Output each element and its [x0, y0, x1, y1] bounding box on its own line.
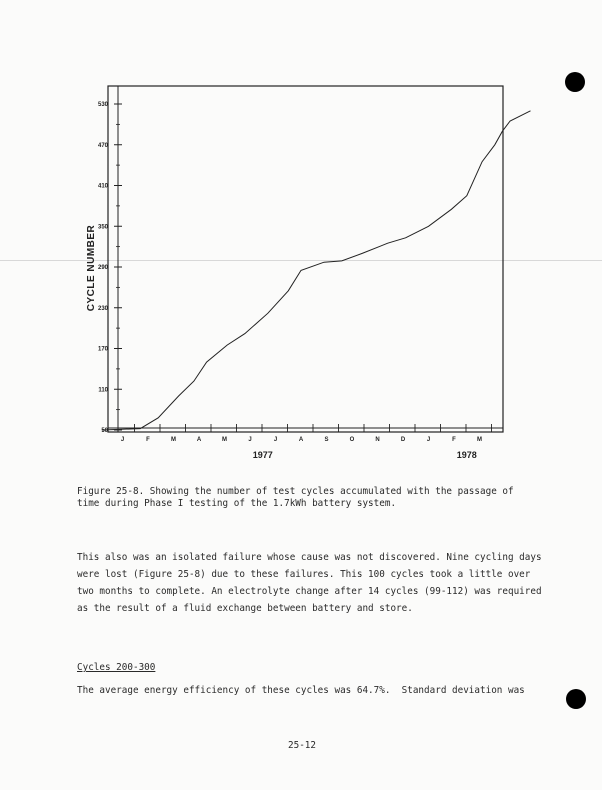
- x-tick-label: J: [426, 437, 431, 443]
- x-tick-label: M: [477, 437, 482, 443]
- y-tick-label: 470: [97, 142, 108, 149]
- figure-caption: Figure 25-8. Showing the number of test cycles accumulated with the passage of time during Phase I testing of the 1.7kWh battery system.: [77, 486, 514, 509]
- year-labels: [253, 450, 477, 460]
- x-tick-label: F: [146, 437, 150, 443]
- x-tick-label: A: [196, 437, 202, 443]
- x-tick-label: M: [171, 437, 176, 443]
- body-paragraph-1: This also was an isolated failure whose cause was not discovered. Nine cycling days were lost (Figure 25-8) due to these failures. This 100 cycles took a little over two months to complete. An electrolyte change after 14 cycles (99-112) was required as the result of a fluid exchange between battery and store.: [77, 552, 542, 614]
- x-tick-label: F: [452, 437, 456, 443]
- x-tick-label: N: [375, 437, 380, 443]
- x-tick-label: D: [400, 437, 406, 443]
- y-tick-label: 290: [97, 265, 108, 271]
- chart-series: [102, 111, 530, 430]
- body-paragraph-2: The average energy efficiency of these cycles was 64.7%. Standard deviation was: [77, 685, 525, 696]
- x-tick-label: J: [248, 437, 252, 443]
- cycle-count-line: [102, 111, 530, 430]
- year-label: 1978: [456, 450, 477, 460]
- y-tick-label: 530: [97, 102, 108, 108]
- year-label: 1977: [252, 450, 273, 460]
- y-tick-label: 170: [97, 346, 108, 353]
- page-number: 25-12: [288, 740, 316, 751]
- x-tick-label: O: [349, 437, 355, 443]
- x-tick-label: A: [298, 437, 304, 443]
- y-tick-label: 50: [101, 428, 108, 434]
- chart-axes: [108, 86, 503, 432]
- x-tick-label: J: [120, 437, 125, 443]
- y-axis-label: CYCLE NUMBER: [86, 224, 97, 312]
- section-heading: Cycles 200-300: [77, 662, 156, 673]
- y-tick-label: 350: [97, 224, 108, 231]
- y-tick-label: 410: [97, 183, 108, 190]
- binder-hole-bottom: [566, 689, 586, 709]
- x-tick-label: S: [324, 437, 329, 443]
- x-tick-label: J: [273, 437, 278, 443]
- y-tick-label: 230: [97, 305, 108, 312]
- y-tick-label: 110: [98, 387, 108, 394]
- x-axis-ticks: [121, 424, 492, 443]
- x-tick-label: M: [222, 437, 227, 443]
- plot-frame: [108, 86, 503, 432]
